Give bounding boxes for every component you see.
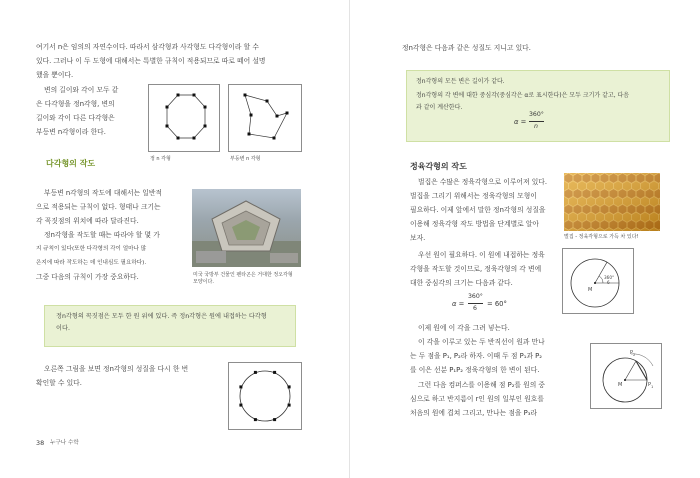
alpha-formula-lhs: α = xyxy=(514,118,527,126)
regular-polygon-figure xyxy=(148,84,220,152)
body-line-1: 부등변 n각형의 작도에 대해서는 일반적 xyxy=(44,189,163,197)
property-line-3: 과 같이 계산한다. xyxy=(416,104,463,111)
step-line-2: 이 각을 이루고 있는 두 반직선이 원과 만나 xyxy=(418,338,545,346)
note-line-2: 이다. xyxy=(56,325,70,332)
intro-line-3: 했을 뿐이다. xyxy=(36,71,74,79)
hexagon-body-2: 벌집을 그리기 위해서는 정육각형의 모형이 xyxy=(410,192,537,200)
central-angle-figure xyxy=(562,248,634,314)
step-line-7: 처음의 원에 겹쳐 그리고, 만나는 점을 P₃라 xyxy=(410,409,537,417)
honeycomb-caption: 벌집 - 정육각형으로 가득 차 있다! xyxy=(564,234,639,240)
alpha-formula-denominator: n xyxy=(534,123,538,130)
hexagon-body-3: 필요하다. 이제 앞에서 말한 정n각형의 성질을 xyxy=(410,206,546,214)
body-line-2: 으로 적용되는 규칙이 없다. 형태나 크기는 xyxy=(36,203,161,211)
definition-line-2: 은 다각형을 정n각형, 변의 xyxy=(36,100,115,108)
hexagon-body-4: 이용해 정육각형 작도 방법을 단계별로 알아 xyxy=(410,220,539,228)
hexagon-side-drawing xyxy=(591,344,661,408)
irregular-polygon-drawing xyxy=(229,85,301,151)
hexagon-body-8: 대한 중심각의 크기는 다음과 같다. xyxy=(410,279,513,287)
definition-line-1: 변의 길이와 각이 모두 같 xyxy=(44,86,119,94)
property-line-2: 정n각형의 각 변에 대한 중심각(중심각은 α로 표시한다)은 모두 크기가 같고, 다음 xyxy=(416,92,630,99)
honeycomb-photo xyxy=(564,173,660,231)
sixty-formula-rhs: = 60° xyxy=(487,300,507,308)
definition-line-4: 부등변 n각형이라 한다. xyxy=(36,128,106,136)
hexagon-side-figure xyxy=(590,343,662,409)
body-line-4: 정n각형을 작도할 때는 따라야 할 몇 가 xyxy=(44,231,160,239)
honeycomb-image xyxy=(564,173,660,231)
note-line-1: 정n각형의 꼭짓점은 모두 한 원 위에 있다. 즉 정n각형은 원에 내접하는 다각형 xyxy=(56,313,267,320)
pentagon-building-image xyxy=(192,189,301,267)
hexagon-body-6: 우선 원이 필요하다. 이 원에 내접하는 정육 xyxy=(418,251,545,259)
alpha-formula-numerator: 360° xyxy=(529,111,544,118)
step-line-3: 는 두 점을 P₁, P₂라 하자. 이때 두 점 P₁과 P₂ xyxy=(410,352,543,360)
book-title-footer: 누구나 수학 xyxy=(50,440,79,446)
pentagon-photo-caption-1: 미국 국방부 건물인 펜타곤은 거대한 정오각형 xyxy=(193,272,293,278)
regular-octagon-drawing xyxy=(149,85,219,151)
pentagon-photo xyxy=(192,189,301,267)
step-line-6: 심으로 하고 반지름이 r인 원의 일부인 원호를 xyxy=(410,395,544,403)
sixty-formula-lhs: α = xyxy=(452,300,465,308)
irregular-polygon-figure xyxy=(228,84,302,152)
hexagon-side-label-m: M xyxy=(618,382,623,388)
central-angle-label-360: 360° xyxy=(604,275,615,280)
central-angle-label-6: 6 xyxy=(607,280,610,285)
right-intro: 정n각형은 다음과 같은 성질도 지니고 있다. xyxy=(402,44,531,52)
hexagon-side-label-p2: $P_2$ xyxy=(630,350,636,357)
bottom-line-1: 오른쪽 그림을 보면 정n각형의 성질을 다시 한 번 xyxy=(44,365,189,373)
step-line-5: 그런 다음 컴퍼스를 이용해 점 P₂를 원의 중 xyxy=(418,381,545,389)
inscribed-octagon-drawing xyxy=(229,363,301,429)
page-number-left: 38 xyxy=(36,439,45,447)
bottom-line-2: 확인할 수 있다. xyxy=(36,379,82,387)
step-line-1: 이제 원에 이 각을 그려 넣는다. xyxy=(418,324,510,332)
regular-polygon-caption: 정 n 각형 xyxy=(150,156,171,162)
hexagon-side-label-p1: $P_1$ xyxy=(648,382,654,389)
body-line-6: 은지에 따라 작도하는 데 인내심도 필요하다). xyxy=(36,260,147,266)
central-angle-drawing xyxy=(563,249,633,313)
intro-line-1: 여기서 n은 임의의 자연수이다. 따라서 삼각형과 사각형도 다각형이라 할 수 xyxy=(36,43,259,51)
definition-line-3: 길이와 각이 다른 다각형은 xyxy=(36,114,115,122)
sixty-formula-numerator: 360° xyxy=(468,293,483,300)
inscribed-octagon-figure xyxy=(228,362,302,430)
hexagon-body-1: 벌집은 수많은 정육각형으로 이루어져 있다. xyxy=(418,178,547,186)
sixty-formula-denominator: 6 xyxy=(473,305,477,312)
intro-line-2: 있다. 그러나 이 두 도형에 대해서는 특별한 규칙이 적용되므로 따로 떼어 설명 xyxy=(36,57,266,65)
body-line-5: 지 규칙이 있다(또한 다각형의 각이 얼마나 많 xyxy=(36,246,147,252)
central-angle-label-m: M xyxy=(588,287,593,293)
section-title-hexagon: 정육각형의 작도 xyxy=(410,162,467,171)
hexagon-body-7: 각형을 작도할 것이므로, 정육각형의 각 변에 xyxy=(410,265,542,273)
step-line-4: 를 이은 선분 P₁P₂ 정육각형의 한 변이 된다. xyxy=(410,366,540,374)
body-line-3: 각 꼭짓점의 위치에 따라 달라진다. xyxy=(36,217,139,225)
property-line-1: 정n각형의 모든 변은 길이가 같다. xyxy=(416,78,505,85)
hexagon-body-5: 보자. xyxy=(410,234,426,242)
right-page xyxy=(350,0,700,478)
body-line-7: 그중 다음의 규칙이 가장 중요하다. xyxy=(36,273,139,281)
pentagon-photo-caption-2: 모양이다. xyxy=(193,279,214,285)
irregular-polygon-caption: 부등변 n 각형 xyxy=(230,156,261,162)
section-title-polygon-construction: 다각형의 작도 xyxy=(46,159,96,168)
